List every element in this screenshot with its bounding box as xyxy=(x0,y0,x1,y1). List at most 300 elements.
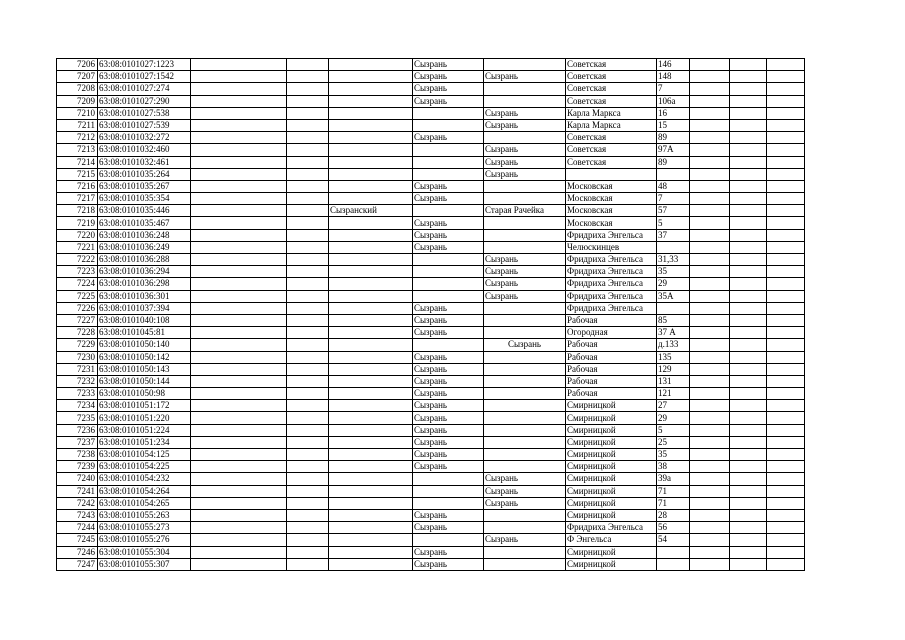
cell-col-12 xyxy=(767,327,805,339)
cell-row-number: 7236 xyxy=(57,424,98,436)
cell-col-4 xyxy=(287,534,329,546)
cell-cadastral-number: 63:08:0101054:225 xyxy=(98,461,191,473)
table-row xyxy=(57,546,805,558)
table-row xyxy=(57,327,805,339)
cell-col-12 xyxy=(767,168,805,180)
cell-cadastral-number: 63:08:0101035:467 xyxy=(98,217,191,229)
cell-street: Московская xyxy=(566,217,657,229)
cell-col-4 xyxy=(287,290,329,302)
cell-cadastral-number: 63:08:0101054:125 xyxy=(98,449,191,461)
cell-house: 89 xyxy=(657,156,690,168)
cell-col-3 xyxy=(191,375,287,387)
cell-col-12 xyxy=(767,388,805,400)
cell-house: д.133 xyxy=(657,339,690,351)
cell-col-4 xyxy=(287,485,329,497)
table-row xyxy=(57,144,805,156)
cell-col-11 xyxy=(730,558,767,570)
cell-house: 71 xyxy=(657,485,690,497)
cell-street: Советская xyxy=(566,144,657,156)
cell-col-11 xyxy=(730,412,767,424)
cell-cadastral-number: 63:08:0101027:539 xyxy=(98,119,191,131)
cell-row-number: 7238 xyxy=(57,449,98,461)
cell-city xyxy=(413,144,484,156)
cell-cadastral-number: 63:08:0101055:263 xyxy=(98,509,191,521)
cell-col-4 xyxy=(287,558,329,570)
cell-house: 27 xyxy=(657,400,690,412)
table-row xyxy=(57,558,805,570)
cell-city: Сызрань xyxy=(413,229,484,241)
cell-locality xyxy=(484,546,566,558)
cell-col-3 xyxy=(191,351,287,363)
cell-col-10 xyxy=(690,546,730,558)
cell-col-12 xyxy=(767,241,805,253)
cell-col-4 xyxy=(287,351,329,363)
cell-col-3 xyxy=(191,290,287,302)
cell-col-10 xyxy=(690,424,730,436)
table-row xyxy=(57,509,805,521)
cell-row-number: 7211 xyxy=(57,119,98,131)
cell-col-10 xyxy=(690,241,730,253)
cell-street: Фридриха Энгельса xyxy=(566,302,657,314)
cell-street: Рабочая xyxy=(566,363,657,375)
cell-cadastral-number: 63:08:0101050:98 xyxy=(98,388,191,400)
cell-col-4 xyxy=(287,473,329,485)
cell-city: Сызрань xyxy=(413,132,484,144)
cell-locality: Сызрань xyxy=(484,339,566,351)
cell-house: 5 xyxy=(657,217,690,229)
cell-col-11 xyxy=(730,95,767,107)
cell-row-number: 7228 xyxy=(57,327,98,339)
cell-house: 129 xyxy=(657,363,690,375)
cell-row-number: 7212 xyxy=(57,132,98,144)
cell-cadastral-number: 63:08:0101055:273 xyxy=(98,522,191,534)
table-row xyxy=(57,302,805,314)
cell-col-11 xyxy=(730,132,767,144)
cell-col-3 xyxy=(191,217,287,229)
cell-street: Ф Энгельса xyxy=(566,534,657,546)
cell-locality: Сызрань xyxy=(484,71,566,83)
cell-street: Смирницкой xyxy=(566,436,657,448)
cell-locality: Сызрань xyxy=(484,254,566,266)
cell-col-10 xyxy=(690,119,730,131)
cell-house: 35 xyxy=(657,449,690,461)
cell-row-number: 7231 xyxy=(57,363,98,375)
cell-row-number: 7215 xyxy=(57,168,98,180)
cell-locality: Сызрань xyxy=(484,290,566,302)
cell-street: Смирницкой xyxy=(566,485,657,497)
cell-cadastral-number: 63:08:0101035:446 xyxy=(98,205,191,217)
cell-city: Сызрань xyxy=(413,424,484,436)
table-row xyxy=(57,339,805,351)
cell-col-10 xyxy=(690,132,730,144)
cell-house xyxy=(657,558,690,570)
cell-city xyxy=(413,266,484,278)
cell-col-12 xyxy=(767,400,805,412)
table-row xyxy=(57,205,805,217)
cell-street: Фридриха Энгельса xyxy=(566,278,657,290)
cell-cadastral-number: 63:08:0101051:220 xyxy=(98,412,191,424)
cell-district xyxy=(329,180,413,192)
cell-street: Советская xyxy=(566,156,657,168)
cell-locality xyxy=(484,351,566,363)
cell-col-3 xyxy=(191,558,287,570)
cell-house: 56 xyxy=(657,522,690,534)
cell-col-10 xyxy=(690,339,730,351)
cell-row-number: 7242 xyxy=(57,497,98,509)
cell-col-10 xyxy=(690,107,730,119)
cell-col-3 xyxy=(191,168,287,180)
cell-city: Сызрань xyxy=(413,241,484,253)
cell-col-3 xyxy=(191,59,287,71)
cell-street: Фридриха Энгельса xyxy=(566,266,657,278)
cell-col-11 xyxy=(730,302,767,314)
table-row xyxy=(57,217,805,229)
table-row xyxy=(57,278,805,290)
cell-col-10 xyxy=(690,83,730,95)
cell-district xyxy=(329,400,413,412)
cell-cadastral-number: 63:08:0101032:272 xyxy=(98,132,191,144)
cell-col-12 xyxy=(767,412,805,424)
cell-city: Сызрань xyxy=(413,327,484,339)
cell-row-number: 7208 xyxy=(57,83,98,95)
cell-district xyxy=(329,217,413,229)
cell-col-3 xyxy=(191,400,287,412)
cell-locality xyxy=(484,424,566,436)
cell-col-10 xyxy=(690,144,730,156)
cell-col-4 xyxy=(287,71,329,83)
cell-house: 106а xyxy=(657,95,690,107)
cell-col-10 xyxy=(690,412,730,424)
cell-col-3 xyxy=(191,449,287,461)
cell-house: 71 xyxy=(657,497,690,509)
cell-row-number: 7209 xyxy=(57,95,98,107)
cell-city: Сызрань xyxy=(413,217,484,229)
cell-row-number: 7230 xyxy=(57,351,98,363)
cell-street: Советская xyxy=(566,132,657,144)
cell-house: 121 xyxy=(657,388,690,400)
cell-district xyxy=(329,229,413,241)
cell-locality: Сызрань xyxy=(484,473,566,485)
cell-col-4 xyxy=(287,205,329,217)
cell-col-12 xyxy=(767,95,805,107)
cell-cadastral-number: 63:08:0101040:108 xyxy=(98,314,191,326)
cell-col-10 xyxy=(690,375,730,387)
cell-row-number: 7243 xyxy=(57,509,98,521)
cell-street: Фридриха Энгельса xyxy=(566,254,657,266)
cell-locality: Сызрань xyxy=(484,485,566,497)
cell-house xyxy=(657,168,690,180)
cell-street: Рабочая xyxy=(566,388,657,400)
cell-col-3 xyxy=(191,534,287,546)
table-row xyxy=(57,266,805,278)
cell-locality: Сызрань xyxy=(484,156,566,168)
cell-col-10 xyxy=(690,266,730,278)
cell-col-11 xyxy=(730,339,767,351)
cell-city: Сызрань xyxy=(413,363,484,375)
cell-city xyxy=(413,485,484,497)
cell-district xyxy=(329,351,413,363)
cell-street: Смирницкой xyxy=(566,497,657,509)
table-row xyxy=(57,59,805,71)
table-row xyxy=(57,132,805,144)
cell-house xyxy=(657,302,690,314)
cell-locality xyxy=(484,217,566,229)
cell-col-4 xyxy=(287,217,329,229)
cell-locality xyxy=(484,400,566,412)
cell-city xyxy=(413,497,484,509)
cell-city: Сызрань xyxy=(413,83,484,95)
table-row xyxy=(57,351,805,363)
table-row xyxy=(57,473,805,485)
cell-district xyxy=(329,388,413,400)
cell-col-11 xyxy=(730,461,767,473)
cell-street: Карла Маркса xyxy=(566,107,657,119)
cell-house: 37 А xyxy=(657,327,690,339)
cell-district xyxy=(329,436,413,448)
cell-col-10 xyxy=(690,509,730,521)
cell-city: Сызрань xyxy=(413,436,484,448)
cell-locality xyxy=(484,302,566,314)
cell-col-4 xyxy=(287,302,329,314)
table-row xyxy=(57,485,805,497)
cell-col-10 xyxy=(690,193,730,205)
cell-city xyxy=(413,254,484,266)
cell-city: Сызрань xyxy=(413,59,484,71)
cell-street: Советская xyxy=(566,95,657,107)
cell-col-12 xyxy=(767,193,805,205)
cell-street: Московская xyxy=(566,180,657,192)
cell-row-number: 7234 xyxy=(57,400,98,412)
cell-col-11 xyxy=(730,180,767,192)
cell-district xyxy=(329,314,413,326)
cell-col-4 xyxy=(287,375,329,387)
cell-col-10 xyxy=(690,400,730,412)
cell-col-10 xyxy=(690,180,730,192)
cell-col-12 xyxy=(767,461,805,473)
cell-house: 29 xyxy=(657,278,690,290)
cell-locality xyxy=(484,449,566,461)
cell-col-12 xyxy=(767,314,805,326)
cell-cadastral-number: 63:08:0101054:264 xyxy=(98,485,191,497)
cell-row-number: 7217 xyxy=(57,193,98,205)
cell-district xyxy=(329,449,413,461)
cell-house: 35А xyxy=(657,290,690,302)
cell-col-3 xyxy=(191,193,287,205)
cell-col-10 xyxy=(690,95,730,107)
cell-row-number: 7225 xyxy=(57,290,98,302)
cell-col-11 xyxy=(730,144,767,156)
cell-col-12 xyxy=(767,546,805,558)
cell-col-10 xyxy=(690,558,730,570)
cell-city: Сызрань xyxy=(413,375,484,387)
cell-row-number: 7244 xyxy=(57,522,98,534)
cell-col-3 xyxy=(191,180,287,192)
cell-col-4 xyxy=(287,119,329,131)
cell-col-10 xyxy=(690,205,730,217)
cell-street: Челюскинцев xyxy=(566,241,657,253)
cell-col-10 xyxy=(690,71,730,83)
cell-col-3 xyxy=(191,436,287,448)
cell-col-10 xyxy=(690,363,730,375)
cell-locality: Сызрань xyxy=(484,168,566,180)
cell-city: Сызрань xyxy=(413,546,484,558)
cell-col-4 xyxy=(287,241,329,253)
cell-col-11 xyxy=(730,473,767,485)
cell-col-4 xyxy=(287,95,329,107)
cell-street: Советская xyxy=(566,83,657,95)
cell-district xyxy=(329,71,413,83)
cell-city xyxy=(413,473,484,485)
cell-locality xyxy=(484,461,566,473)
cell-row-number: 7239 xyxy=(57,461,98,473)
table-row xyxy=(57,436,805,448)
table-row xyxy=(57,363,805,375)
cell-col-11 xyxy=(730,290,767,302)
cell-col-3 xyxy=(191,485,287,497)
cell-locality xyxy=(484,180,566,192)
cell-cadastral-number: 63:08:0101035:267 xyxy=(98,180,191,192)
cell-col-12 xyxy=(767,497,805,509)
cell-house: 148 xyxy=(657,71,690,83)
cell-col-10 xyxy=(690,290,730,302)
cell-locality: Сызрань xyxy=(484,278,566,290)
cell-row-number: 7222 xyxy=(57,254,98,266)
cell-house: 5 xyxy=(657,424,690,436)
cell-row-number: 7235 xyxy=(57,412,98,424)
cell-col-10 xyxy=(690,351,730,363)
cell-col-11 xyxy=(730,217,767,229)
cell-cadastral-number: 63:08:0101035:354 xyxy=(98,193,191,205)
cell-house: 35 xyxy=(657,266,690,278)
cell-locality xyxy=(484,95,566,107)
cell-col-12 xyxy=(767,254,805,266)
cell-col-4 xyxy=(287,327,329,339)
cell-col-11 xyxy=(730,107,767,119)
cell-district xyxy=(329,509,413,521)
cell-col-12 xyxy=(767,473,805,485)
cell-locality xyxy=(484,314,566,326)
cell-row-number: 7247 xyxy=(57,558,98,570)
cell-col-10 xyxy=(690,217,730,229)
cell-row-number: 7246 xyxy=(57,546,98,558)
cell-house: 31,33 xyxy=(657,254,690,266)
cell-col-3 xyxy=(191,132,287,144)
cell-cadastral-number: 63:08:0101054:232 xyxy=(98,473,191,485)
cell-city: Сызрань xyxy=(413,351,484,363)
cell-house: 54 xyxy=(657,534,690,546)
cell-col-12 xyxy=(767,59,805,71)
table-row xyxy=(57,314,805,326)
cell-col-12 xyxy=(767,290,805,302)
table-row xyxy=(57,168,805,180)
cell-col-11 xyxy=(730,522,767,534)
cell-col-10 xyxy=(690,59,730,71)
table-row xyxy=(57,107,805,119)
cell-house: 25 xyxy=(657,436,690,448)
cell-house: 97А xyxy=(657,144,690,156)
cell-street: Огородная xyxy=(566,327,657,339)
cell-street: Московская xyxy=(566,205,657,217)
cell-row-number: 7241 xyxy=(57,485,98,497)
cell-house xyxy=(657,241,690,253)
cell-col-3 xyxy=(191,461,287,473)
cell-col-10 xyxy=(690,168,730,180)
cell-house: 38 xyxy=(657,461,690,473)
table-row xyxy=(57,424,805,436)
cell-row-number: 7206 xyxy=(57,59,98,71)
cell-district xyxy=(329,424,413,436)
cell-col-10 xyxy=(690,534,730,546)
table-row xyxy=(57,388,805,400)
cell-street: Фридриха Энгельса xyxy=(566,229,657,241)
cell-col-3 xyxy=(191,254,287,266)
table-row xyxy=(57,193,805,205)
cell-locality xyxy=(484,83,566,95)
cell-col-3 xyxy=(191,205,287,217)
cell-col-4 xyxy=(287,266,329,278)
cell-cadastral-number: 63:08:0101027:1542 xyxy=(98,71,191,83)
cell-house: 15 xyxy=(657,119,690,131)
cell-cadastral-number: 63:08:0101055:304 xyxy=(98,546,191,558)
cell-col-3 xyxy=(191,424,287,436)
cell-locality: Сызрань xyxy=(484,119,566,131)
cell-col-3 xyxy=(191,278,287,290)
cell-col-4 xyxy=(287,132,329,144)
table-row xyxy=(57,290,805,302)
cell-city xyxy=(413,339,484,351)
table-row xyxy=(57,241,805,253)
cell-col-12 xyxy=(767,107,805,119)
cell-col-12 xyxy=(767,180,805,192)
cell-locality xyxy=(484,558,566,570)
cell-col-3 xyxy=(191,412,287,424)
cell-col-10 xyxy=(690,436,730,448)
cell-street: Смирницкой xyxy=(566,546,657,558)
cell-cadastral-number: 63:08:0101050:143 xyxy=(98,363,191,375)
cell-col-12 xyxy=(767,302,805,314)
cell-col-10 xyxy=(690,461,730,473)
cell-locality xyxy=(484,59,566,71)
cell-col-3 xyxy=(191,546,287,558)
table-row xyxy=(57,461,805,473)
cell-city: Сызрань xyxy=(413,509,484,521)
cell-row-number: 7233 xyxy=(57,388,98,400)
cell-cadastral-number: 63:08:0101027:1223 xyxy=(98,59,191,71)
cell-col-12 xyxy=(767,534,805,546)
cell-house: 57 xyxy=(657,205,690,217)
cell-col-12 xyxy=(767,229,805,241)
cell-cadastral-number: 63:08:0101032:461 xyxy=(98,156,191,168)
cell-street: Смирницкой xyxy=(566,424,657,436)
cell-col-12 xyxy=(767,217,805,229)
cell-district xyxy=(329,558,413,570)
cell-district xyxy=(329,83,413,95)
cell-row-number: 7223 xyxy=(57,266,98,278)
table-row xyxy=(57,156,805,168)
cell-col-3 xyxy=(191,314,287,326)
cell-col-4 xyxy=(287,314,329,326)
cell-col-4 xyxy=(287,424,329,436)
cell-col-4 xyxy=(287,436,329,448)
table-row xyxy=(57,412,805,424)
cell-col-4 xyxy=(287,83,329,95)
cell-district xyxy=(329,546,413,558)
cell-cadastral-number: 63:08:0101050:144 xyxy=(98,375,191,387)
cell-district xyxy=(329,497,413,509)
cell-city: Сызрань xyxy=(413,461,484,473)
cell-district xyxy=(329,412,413,424)
cell-col-4 xyxy=(287,461,329,473)
